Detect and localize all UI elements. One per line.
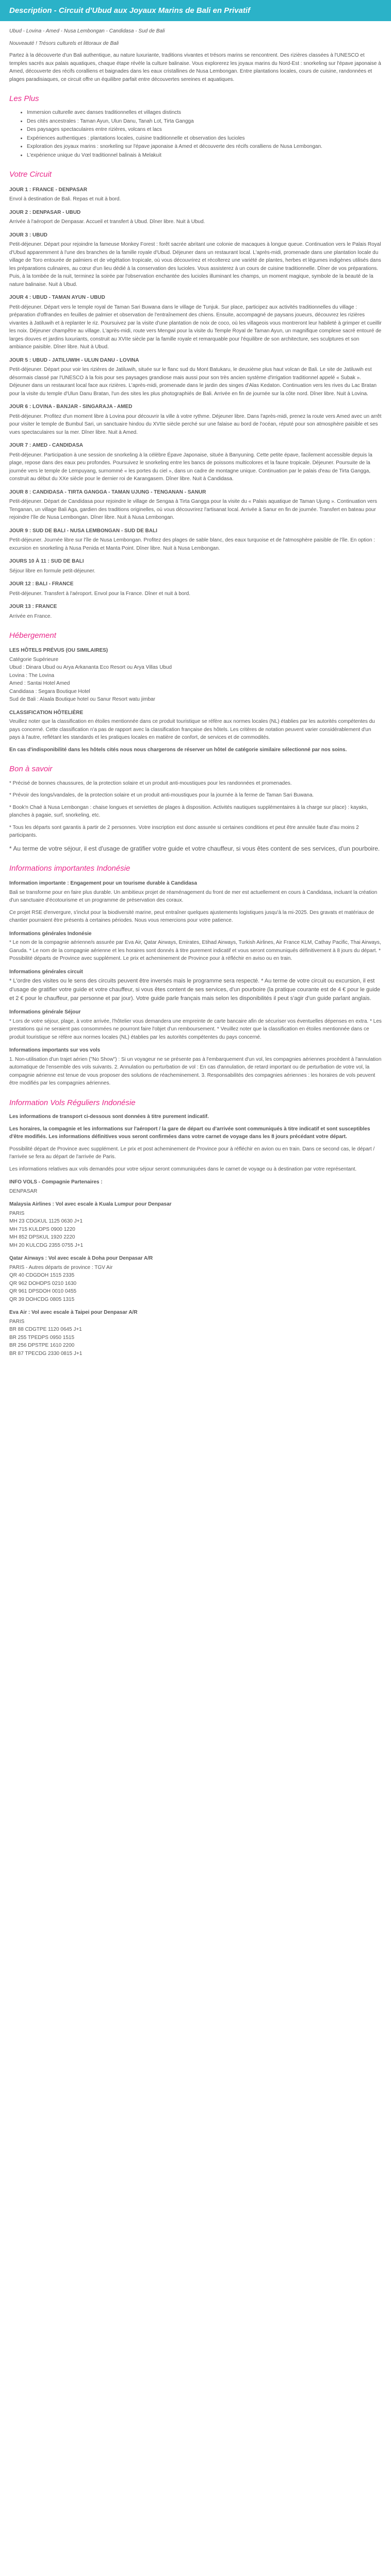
main-content bbox=[0, 21, 391, 1363]
hotel-line: Sud de Bali : Alaala Boutique hotel ou Sanur Resort watu jimbar bbox=[9, 697, 155, 703]
day-title: JOUR 4 : UBUD - TAMAN AYUN - UBUD bbox=[9, 295, 105, 300]
flight-line: MH 852 DPSKUL 1920 2220 bbox=[9, 1234, 75, 1241]
classification-text: Veuillez noter que la classification en étoiles mentionnée dans ce produit touristique se réfère aux normes locales (NL) établies par les autorités compétentes du pays concerné. Cette classification n'a pas de rapport avec la classification française des hôtels. Les critères de notation peuvent varier considérablement d'un pays à l'autre, reflétant les standards et les pratiques locales en matière de confort, de services et de commodités. bbox=[9, 719, 375, 741]
hotels-subtitle: LES HÔTELS PRÉVUS (OU SIMILAIRES) bbox=[9, 648, 108, 654]
vols-intro: Les informations de transport ci-dessous sont données à titre purement indicatif. bbox=[9, 1114, 209, 1120]
hotel-line: Candidasa : Segara Boutique Hotel bbox=[9, 688, 90, 694]
day-text: Petit-déjeuner. Transfert à l'aéroport. Envol pour la France. Dîner et nuit à bord. bbox=[9, 590, 190, 597]
day-title: JOUR 8 : CANDIDASA - TIRTA GANGGA - TAMAN UJUNG - TENGANAN - SANUR bbox=[9, 489, 206, 495]
vols-text: Les horaires, la compagnie et les informations sur l'aéroport / la gare de départ ou d'arrivée sont communiqués à titre indicatif et sont susceptibles d'être modifiés. Les informations définitives vous seront confirmées dans votre carnet de voyage dans les 8 jours précédant votre départ. bbox=[9, 1126, 370, 1140]
plus-item: • L'expérience unique du Vœl traditionnel balinais à Melakuit bbox=[27, 151, 382, 160]
flight-line: BR 87 TPECDG 2330 0815 J+1 bbox=[9, 1350, 83, 1357]
day-title: JOUR 13 : FRANCE bbox=[9, 604, 57, 609]
day-title: JOUR 12 : BALI - FRANCE bbox=[9, 581, 74, 587]
info-block-text: 1. Non-utilisation d'un trajet aérien ("No Show") : Si un voyageur ne se présente pas à l'embarquement d'un vol, les compagnies aériennes procèdent à l'annulation automatique de l'ensemble des vols suivants. 2. Annulation ou perturbation de vol : En cas d'annulation, de retard important ou de perturbation de votre vol, la compagnie aérienne est tenue de vous proposer des solutions de réacheminement. 3. Responsabilités des compagnies aériennes : les horaires de vols peuvent être modifiés par les compagnies aériennes. bbox=[9, 1056, 382, 1087]
page-title: Description - Circuit d'Ubud aux Joyaux Marins de Bali en Privatif bbox=[0, 0, 391, 21]
info-block-head: Informations importants sur vos vols bbox=[9, 1047, 101, 1054]
flight-group-sub: PARIS - Autres départs de province : TGV Air bbox=[9, 1264, 113, 1270]
vols-province: Possibilité départ de Province avec supplément. Le prix et post acheminement de Province pour à réfléchir en avion ou en train. Dans ce second cas, le départ / l'arrivée se fera au départ de l'arrivée de Paris. bbox=[9, 1146, 375, 1160]
flight-group-head: Eva Air : Vol avec escale à Taipei pour Denpasar A/R bbox=[9, 1310, 138, 1316]
info-block-text: * Lors de votre séjour, plage, à votre arrivée, l'hôtelier vous demandera une empreinte de carte bancaire afin de sécuriser vos éventuelles dépenses en extra. * Les prestations qui ne seraient pas consommées ne pourront faire l'objet d'un remboursement. * Veuillez noter que la classification en étoiles mentionnée dans ce produit touristique se réfère aux normes locales (NL) établies par les autorités compétentes du pays concerné. bbox=[9, 1018, 382, 1040]
infos-section-title: Informations importantes Indonésie bbox=[9, 864, 131, 873]
day-title: JOURS 10 À 11 : SUD DE BALI bbox=[9, 558, 84, 564]
day-text: Séjour libre en formule petit-déjeuner. bbox=[9, 568, 95, 574]
day-title: JOUR 3 : UBUD bbox=[9, 232, 47, 238]
hebergement-section-title: Hébergement bbox=[9, 631, 56, 640]
day-text: Arrivée à l'aéroport de Denpasar. Accueil et transfert à Ubud. Dîner libre. Nuit à Ubud. bbox=[9, 219, 205, 225]
route-line: Ubud - Lovina - Amed - Nusa Lembongan - Candidasa - Sud de Bali bbox=[9, 28, 165, 34]
info-block-text: * L'ordre des visites ou le sens des circuits peuvent être inversés mais le programme sera respecté. * Au terme de votre circuit ou excursion, il est d'usage de gratifier votre guide et votre chauffeur, si vous êtes content de ses services, d'un pourboire (la pratique courante est de 4 € pour le guide et 2 € pour le chauffeur, par personne et par jour). Votre guide parle français mais selon les disponibilités il peut s'agir d'un guide parlant anglais. bbox=[9, 978, 380, 1002]
flight-line: QR 961 DPSDOH 0010 0455 bbox=[9, 1289, 77, 1295]
info-block-head: Information importante : Engagement pour un tourisme durable à Candidasa bbox=[9, 880, 197, 887]
infos-blocks bbox=[9, 879, 382, 1088]
day-title: JOUR 7 : AMED - CANDIDASA bbox=[9, 443, 83, 448]
day-text: Petit-déjeuner. Départ de Candidasa pour rejoindre le village de Sengaa à Tirta Gangga pour la visite du « Palais aquatique de Taman Ujung ». Continuation vers Tenganan, un village Bali Aga, gardien des traditions originelles, où vous découvrirez l'artisanat local. Arrivée à Sanur en fin de journée. Transfert en bateau pour rejoindre l'île de Nusa Lembongan. Dîner libre. Nuit à Nusa Lembongan. bbox=[9, 499, 378, 520]
info-block-text: Bali se transforme pour en faire plus durable. Un ambitieux projet de réaménagement du front de mer est actuellement en cours à Candidasa, incluant la création d'un sanctuaire d'écotourisme et un programme de préservation des coraux. bbox=[9, 889, 378, 904]
info-block-head: Informations générales Indonésie bbox=[9, 930, 92, 937]
flight-line: BR 255 TPEDPS 0950 1515 bbox=[9, 1334, 75, 1341]
bon-savoir-item: * Tous les départs sont garantis à partir de 2 personnes. Votre inscription est donc assurée si certaines conditions et peut être annulée faute d'au moins 2 participants. bbox=[9, 824, 359, 838]
flight-line: MH 715 KULDPS 0900 1220 bbox=[9, 1226, 75, 1232]
classification-note: En cas d'indisponibilité dans les hôtels cités nous nous chargerons de réserver un hôtel de catégorie similaire sélectionné par nos soins. bbox=[9, 747, 347, 753]
flight-group-sub: PARIS bbox=[9, 1210, 25, 1216]
flight-group-head: Qatar Airways : Vol avec escale à Doha pour Denpasar A/R bbox=[9, 1256, 153, 1262]
plus-item: • Exploration des joyaux marins : snorkeling sur l'épave japonaise à Amed et découverte des récifs coralliens de Nusa Lembongan. bbox=[27, 143, 382, 151]
info-block-head: Informations générale Séjour bbox=[9, 1009, 81, 1015]
flight-line: MH 20 KULCDG 2355 0755 J+1 bbox=[9, 1242, 84, 1248]
hotel-line: Amed : Santai Hotel Amed bbox=[9, 681, 70, 687]
flight-group bbox=[9, 1309, 382, 1358]
hotel-line: Lovina : The Lovina bbox=[9, 672, 55, 679]
vols-note: Les informations relatives aux vols demandés pour votre séjour seront communiquées dans le carnet de voyage ou à destination par votre représentant. bbox=[9, 1166, 357, 1172]
vols-info-city: DENPASAR bbox=[9, 1188, 38, 1194]
flight-group-sub: PARIS bbox=[9, 1318, 25, 1325]
bon-savoir-item: * Au terme de votre séjour, il est d'usage de gratifier votre guide et votre chauffeur, si vous êtes content de ses services, d'un pourboire. bbox=[9, 844, 380, 852]
info-block-text: Ce projet RSE d'envergure, s'inclut pour la biodiversité marine, peut entraîner quelques ajustements logistiques jusqu'à la mi-2025. Des gravats et matériaux de chantier pourraient être présents à certaines périodes. Nous vous remercions pour votre patience. bbox=[9, 909, 374, 924]
flight-line: BR 88 CDGTPE 1120 0645 J+1 bbox=[9, 1327, 82, 1333]
itinerary-days bbox=[9, 186, 382, 621]
day-text: Petit-déjeuner. Départ pour rejoindre la fameuse Monkey Forest : forêt sacrée abritant une colonie de macaques à longue queue. Continuation vers le Palais Royal d'Ubud apparemment à l'une des branches de la famille royale d'Ubud. Déjeuner dans un restaurant local. L'après-midi, promenade dans une plantation locale du village de Toro entourée de palmiers et de végétation tropicale, où vous découvrirez et récolterez une variété de plantes, herbes et légumes indigènes utilisés dans les préparations culinaires, au cœur d'un lieu dédié à la conservation des lucioles. Vous assisterez à un cours de cuisine traditionnelle. Dîner de vos préparations. Puis, à la tombée de la nuit, terminez la soirée par l'observation enchantée des lucioles illuminant les champs, un moment magique, symbole de la beauté de la nature balinaise. Nuit à Ubud. bbox=[9, 242, 381, 287]
vols-info-title: INFO VOLS - Compagnie Partenaires : bbox=[9, 1179, 103, 1185]
day-title: JOUR 5 : UBUD - JATILUWIH - ULUN DANU - LOVINA bbox=[9, 357, 139, 363]
flight-line: QR 962 DOHDPS 0210 1630 bbox=[9, 1280, 77, 1286]
day-title: JOUR 9 : SUD DE BALI - NUSA LEMBONGAN - SUD DE BALI bbox=[9, 528, 157, 534]
bon-savoir-item: * Book'n Chaé à Nusa Lembongan : chaise longues et serviettes de plages à disposition. Activités nautiques supplémentaires à la charge sur place) : kayaks, planches à pagaie, surf, snorkeling, etc. bbox=[9, 804, 368, 818]
day-text: Petit-déjeuner. Journée libre sur l'île de Nusa Lembongan. Profitez des plages de sable blanc, des eaux turquoise et de l'atmosphère paisible de l'île. En option : excursion en snorkeling à Nusa Penida et Manta Point. Dîner libre. Nuit à Nusa Lembongan. bbox=[9, 537, 375, 551]
route-subtitle: Nouveauté ! Trésors culturels et littoraux de Bali bbox=[9, 40, 119, 46]
day-title: JOUR 1 : FRANCE - DENPASAR bbox=[9, 187, 87, 193]
hotel-line: Catégorie Supérieure bbox=[9, 656, 59, 663]
day-text: Petit-déjeuner. Participation à une session de snorkeling à la célèbre Épave Japonaise, située à Banyuning. Cette petite épave, facilement accessible depuis la plage, repose dans des eaux peu profondes. Poursuivez le snorkeling entre les bancs de poissons multicolores et la faune tropicale. Déjeuner. Poursuite de la journée vers le temple de Lempuyang, surnommé « les portes du ciel », dans un cadre de montagne unique. Continuation par le palais d'eau de Tirta Gangga, construit au début du XXe siècle pour le dernier roi de Karangasem. Dîner libre. Nuit à Candidasa. bbox=[9, 452, 372, 482]
day-text: Petit-déjeuner. Départ vers le temple royal de Taman Sari Buwana dans le village de Tunjuk. Sur place, participez aux activités traditionnelles du village : préparation d'offrandes en feuilles de palmier et observation de l'entraînement des chiens. Ensuite, accompagné de paysans joueurs, découvrez les rizières vivantes à Jatiluwih et à replanter le riz. Poursuivez par la visite d'une plantation de noix de coco, où les villageois vous montreront leur habileté à grimper et cueillir les noix. Déjeuner champêtre au village. L'après-midi, route vers Mengwi pour la visite du Temple Royal de Taman Ayun, un magnifique complexe sacré entouré de larges douves et jardins luxuriants, construit au XVIIe siècle par la famille royale et remarquable pour l'équilibre de son architecture, ses sculptures et son ambiance paisible. Dîner libre. Nuit à Ubud. bbox=[9, 304, 382, 350]
bon-savoir-section-title: Bon à savoir bbox=[9, 765, 53, 774]
classification-title: CLASSIFICATION HÔTELIÈRE bbox=[9, 709, 84, 716]
bon-savoir-item: * Prévoir des longs/vandales, de la protection solaire et un produit anti-moustiques pour la journée à la ferme de Taman Sari Buwana. bbox=[9, 792, 314, 798]
bon-savoir-list bbox=[9, 779, 382, 854]
plus-section-title: Les Plus bbox=[9, 94, 39, 103]
flight-line: QR 39 DOHCDG 0805 1315 bbox=[9, 1296, 75, 1302]
plus-item: • Des cités ancestrales : Taman Ayun, Ulun Danu, Tanah Lot, Tirta Gangga bbox=[27, 117, 382, 126]
itinerary-section-title: Votre Circuit bbox=[9, 170, 52, 179]
info-block-text: * Le nom de la compagnie aérienne/s assurée par Eva Air, Qatar Airways, Emirates, Etihad Airways, Turkish Airlines, Air France KLM, Cathay Pacific, Thai Airways, Garuda. * Le nom de la compagnie aérienne et les horaires sont donnés à titre purement indicatif et vous seront communiqués définitivement à 8 jours du départ. * Possibilité départs de Province avec supplément. Le prix et acheminement de Province pour à réfléchir en aviso ou en train. bbox=[9, 940, 381, 962]
day-title: JOUR 2 : DENPASAR - UBUD bbox=[9, 209, 81, 215]
day-text: Petit-déjeuner. Départ pour voir les rizières de Jatiluwih, située sur le flanc sud du Mont Batukaru, le deuxième plus haut volcan de Bali. Le site de Jatiluwih est désormais classé par l'UNESCO à la fois pour ses paysages grandiose mais aussi pour son très ancien système d'irrigation traditionnel appelé « Subak ». Déjeuner dans un restaurant local face aux rizières. L'après-midi, promenade dans le jardin des singes d'Alas Kedaton. Continuation vers les rives du Lac Bratan pour la visite du temple d'Ulun Danu Bratan, l'un des sites les plus photographiés de Bali. Arrivée en fin de journée sur la côte nord. Dîner libre. Nuit à Lovina. bbox=[9, 367, 377, 397]
flight-group bbox=[9, 1200, 382, 1249]
flight-line: MH 23 CDGKUL 1125 0630 J+1 bbox=[9, 1218, 83, 1225]
flight-line: QR 40 CDGDOH 1515 2335 bbox=[9, 1273, 75, 1279]
bon-savoir-item: * Précisé de bonnes chaussures, de la protection solaire et un produit anti-moustiques pour les randonnées et promenades. bbox=[9, 780, 292, 786]
day-text: Petit-déjeuner. Profitez d'un moment libre à Lovina pour découvrir la ville à votre rythme. Déjeuner libre. Dans l'après-midi, prenez la route vers Amed avec un arrêt pour visiter le temple de Bumbul Sari, un sanctuaire hindou du XVIIe siècle perché sur une falaise au bord de l'océan, réputé pour son atmosphère paisible et ses vues spectaculaires sur la mer. Dîner libre. Nuit à Amed. bbox=[9, 413, 382, 435]
flight-line: BR 256 DPSTPE 1610 2200 bbox=[9, 1343, 75, 1349]
day-text: Envol à destination de Bali. Repas et nuit à bord. bbox=[9, 196, 121, 202]
flight-group bbox=[9, 1255, 382, 1303]
hotel-line: Ubud : Dinara Ubud ou Arya Arkananta Eco Resort ou Arya Villas Ubud bbox=[9, 665, 172, 671]
day-title: JOUR 6 : LOVINA - BANJAR - SINGARAJA - AMED bbox=[9, 404, 133, 410]
intro-paragraph: Partez à la découverte d'un Bali authentique, au nature luxuriante, traditions vivantes et trésors marins se rencontrent. Des rizières classées à l'UNESCO et temples sacrés aux palais aquatiques, chaque étape révèle la culture balinaise. Vous explorerez les joyaux marins du Nord-Est : snorkeling sur l'épave japonaise à Amed, découverte des récifs coralliens et baignades dans les eaux cristallines de Nusa Lembongan. Entre plantations locales, cours de cuisine, randonnées et plages paradisiaques, ce circuit offre un équilibre parfait entre découvertes sereines et aquatiques. bbox=[9, 53, 381, 82]
day-text: Arrivée en France. bbox=[9, 613, 52, 619]
plus-item: • Expériences authentiques : plantations locales, cuisine traditionnelle et observation des lucioles bbox=[27, 134, 382, 143]
flight-group-head: Malaysia Airlines : Vol avec escale à Kuala Lumpur pour Denpasar bbox=[9, 1201, 172, 1208]
vols-section-title: Information Vols Réguliers Indonésie bbox=[9, 1098, 136, 1107]
info-block-head: Informations générales circuit bbox=[9, 969, 83, 975]
hotel-list bbox=[9, 656, 382, 704]
plus-item: • Des paysages spectaculaires entre rizières, volcans et lacs bbox=[27, 126, 382, 134]
plus-item: • Immersion culturelle avec danses traditionnelles et villages distincts bbox=[27, 109, 382, 117]
plus-list bbox=[9, 109, 382, 159]
